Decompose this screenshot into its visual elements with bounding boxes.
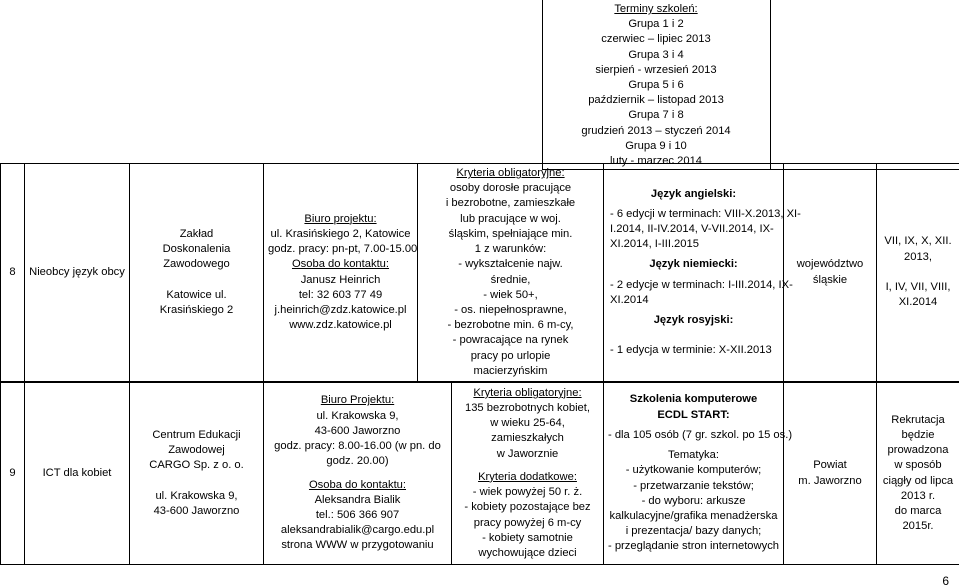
office-line: godz. pracy: pn-pt, 7.00-15.00 <box>268 243 418 256</box>
dates-line: w sposób <box>894 459 942 472</box>
row-8 <box>0 163 959 382</box>
criteria-line: - wiek 50+, <box>483 288 538 301</box>
office-contact-cell <box>264 383 452 565</box>
page-number: 6 <box>942 574 949 588</box>
extra-criteria-line: - kobiety samotnie <box>482 531 573 544</box>
schedule-line: Grupa 7 i 8 <box>628 109 684 122</box>
topic-line: - użytkowanie komputerów; <box>625 464 762 477</box>
criteria-heading: Kryteria obligatoryjne: <box>473 386 582 399</box>
german-heading: Język niemiecki: <box>649 258 738 271</box>
contact-line: j.heinrich@zdz.katowice.pl <box>274 303 407 316</box>
dates-line: VII, IX, X, XII. <box>884 235 952 248</box>
english-line: XI.2014, I-III.2015 <box>610 238 699 251</box>
institution-line: Katowice ul. <box>166 288 227 301</box>
german-line: XI.2014 <box>610 293 649 306</box>
criteria-line: lub pracujące w woj. <box>460 212 561 225</box>
contact-line: tel.: 506 366 907 <box>315 508 400 521</box>
row-number: 8 <box>1 164 25 382</box>
region-cell <box>784 383 877 565</box>
schedule-line: Grupa 9 i 10 <box>625 139 687 152</box>
training-cell <box>604 383 793 565</box>
schedule-line: grudzień 2013 – styczeń 2014 <box>581 124 731 137</box>
schedule-heading: Terminy szkoleń: <box>614 3 698 15</box>
office-line: godz. pracy: 8.00-16.00 (w pn. do <box>274 440 441 453</box>
institution-line: Doskonalenia <box>162 243 231 256</box>
german-line: - 2 edycje w terminach: I-III.2014, IX- <box>610 278 793 291</box>
criteria-cell <box>418 164 604 382</box>
institution-line: CARGO Sp. z o. o. <box>149 459 244 472</box>
languages-cell <box>604 164 801 382</box>
institution-line: Zawodowej <box>168 444 225 457</box>
region-line: śląskie <box>812 273 848 286</box>
training-title-line: ECDL START: <box>657 408 730 421</box>
topic-line: - przeglądanie stron internetowych <box>608 540 780 553</box>
criteria-heading: Kryteria obligatoryjne: <box>456 167 565 180</box>
region-cell <box>784 164 877 382</box>
topic-line: i prezentacja/ bazy danych; <box>625 525 762 538</box>
training-schedule-cell <box>542 0 770 170</box>
dates-line: 2013, <box>904 250 932 263</box>
office-line: ul. Krasińskiego 2, Katowice <box>270 227 411 240</box>
office-contact-cell <box>264 164 418 382</box>
criteria-line: i bezrobotne, zamieszkałe <box>445 197 576 210</box>
topics-heading: Tematyka: <box>668 449 719 462</box>
contact-line: tel: 32 603 77 49 <box>298 288 383 301</box>
criteria-line: osoby dorosłe pracujące <box>449 182 572 195</box>
dates-line: będzie <box>901 428 935 441</box>
office-line: 43-600 Jaworzno <box>314 424 401 437</box>
criteria-line: śląskim, spełniające min. <box>448 227 573 240</box>
region-line: województwo <box>796 258 864 271</box>
office-heading: Biuro projektu: <box>304 212 377 225</box>
dates-line: prowadzona <box>887 444 949 457</box>
training-intro: - dla 105 osób (7 gr. szkol. po 15 os.) <box>608 428 793 441</box>
contact-line: Janusz Heinrich <box>300 273 381 286</box>
dates-line: XI.2014 <box>898 296 938 309</box>
dates-line: do marca <box>894 504 942 517</box>
schedule-line: czerwiec – lipiec 2013 <box>601 33 711 46</box>
topic-line: kalkulacyjne/grafika menadżerska <box>609 509 778 522</box>
topic-line: - do wyboru: arkusze <box>641 494 746 507</box>
criteria-line: 1 z warunków: <box>474 243 547 256</box>
contact-line: strona WWW w przygotowaniu <box>281 539 434 552</box>
office-heading: Biuro Projektu: <box>320 394 395 407</box>
english-line: - 6 edycji w terminach: VIII-X.2013, XI- <box>610 207 801 220</box>
english-heading: Język angielski: <box>650 187 737 200</box>
criteria-line: 135 bezrobotnych kobiet, <box>464 402 590 415</box>
russian-line: - 1 edycja w terminie: X-XII.2013 <box>610 344 772 357</box>
criteria-line: w wieku 25-64, <box>490 417 565 430</box>
institution-line: ul. Krakowska 9, <box>155 489 238 502</box>
extra-criteria-line: - wiek powyżej 50 r. ż. <box>472 486 583 499</box>
criteria-line: macierzyńskim <box>473 364 548 377</box>
contact-heading: Osoba do kontaktu: <box>291 258 390 271</box>
criteria-line: pracy po urlopie <box>470 349 551 362</box>
dates-cell <box>877 383 959 565</box>
schedule-line: luty - marzec 2014 <box>609 155 703 168</box>
institution-line: Zakład <box>179 227 214 240</box>
schedule-line: Grupa 1 i 2 <box>628 18 684 31</box>
institution-cell <box>130 383 264 565</box>
dates-line: ciągły od lipca <box>882 474 954 487</box>
contact-line: www.zdz.katowice.pl <box>289 319 392 332</box>
topic-line: - przetwarzanie tekstów; <box>633 479 754 492</box>
criteria-line: - bezrobotne min. 6 m-cy, <box>447 319 574 332</box>
criteria-cell <box>452 383 604 565</box>
criteria-line: zamieszkałych <box>491 432 564 445</box>
institution-line: Zawodowego <box>163 258 230 271</box>
dates-line: Rekrutacja <box>891 413 945 426</box>
extra-criteria-line: pracy powyżej 6 m-cy <box>473 516 582 529</box>
region-line: m. Jaworzno <box>798 474 862 487</box>
contact-line: Aleksandra Bialik <box>314 493 401 506</box>
schedule-line: Grupa 3 i 4 <box>628 48 684 61</box>
extra-criteria-heading: Kryteria dodatkowe: <box>478 470 577 483</box>
criteria-line: w Jaworznie <box>496 447 559 460</box>
english-line: I.2014, II-IV.2014, V-VII.2014, IX- <box>610 222 774 235</box>
criteria-line: średnie, <box>490 273 531 286</box>
institution-line <box>134 273 259 288</box>
institution-line: 43-600 Jaworzno <box>153 504 240 517</box>
dates-line: I, IV, VII, VIII, <box>885 281 951 294</box>
institution-line <box>134 474 259 489</box>
extra-criteria-line: - kobiety pozostające bez <box>464 501 591 514</box>
schedule-line: Grupa 5 i 6 <box>628 79 684 92</box>
project-name: Nieobcy język obcy <box>25 164 130 382</box>
criteria-line: - os. niepełnosprawne, <box>454 303 567 316</box>
training-title-line: Szkolenia komputerowe <box>629 393 758 406</box>
criteria-line: - powracające na rynek <box>452 334 569 347</box>
dates-line <box>881 265 955 280</box>
institution-cell <box>130 164 264 382</box>
office-line: godz. 20.00) <box>326 455 389 468</box>
row-9 <box>0 382 959 565</box>
project-name: ICT dla kobiet <box>25 383 130 565</box>
institution-line: Krasińskiego 2 <box>159 303 234 316</box>
contact-line: aleksandrabialik@cargo.edu.pl <box>280 524 435 537</box>
row-number: 9 <box>1 383 25 565</box>
contact-heading: Osoba do kontaktu: <box>308 478 407 491</box>
institution-line: Centrum Edukacji <box>152 428 241 441</box>
russian-heading: Język rosyjski: <box>653 314 734 326</box>
dates-cell <box>877 164 959 382</box>
schedule-line: październik – listopad 2013 <box>588 94 724 107</box>
dates-line: 2015r. <box>902 520 934 533</box>
dates-line: 2013 r. <box>900 489 936 502</box>
extra-criteria-line: wychowujące dzieci <box>478 546 577 559</box>
region-line: Powiat <box>813 459 847 472</box>
criteria-line: - wykształcenie najw. <box>458 258 563 271</box>
schedule-line: sierpień - wrzesień 2013 <box>595 63 717 76</box>
schedule-table <box>0 0 959 170</box>
office-line: ul. Krakowska 9, <box>316 409 399 422</box>
